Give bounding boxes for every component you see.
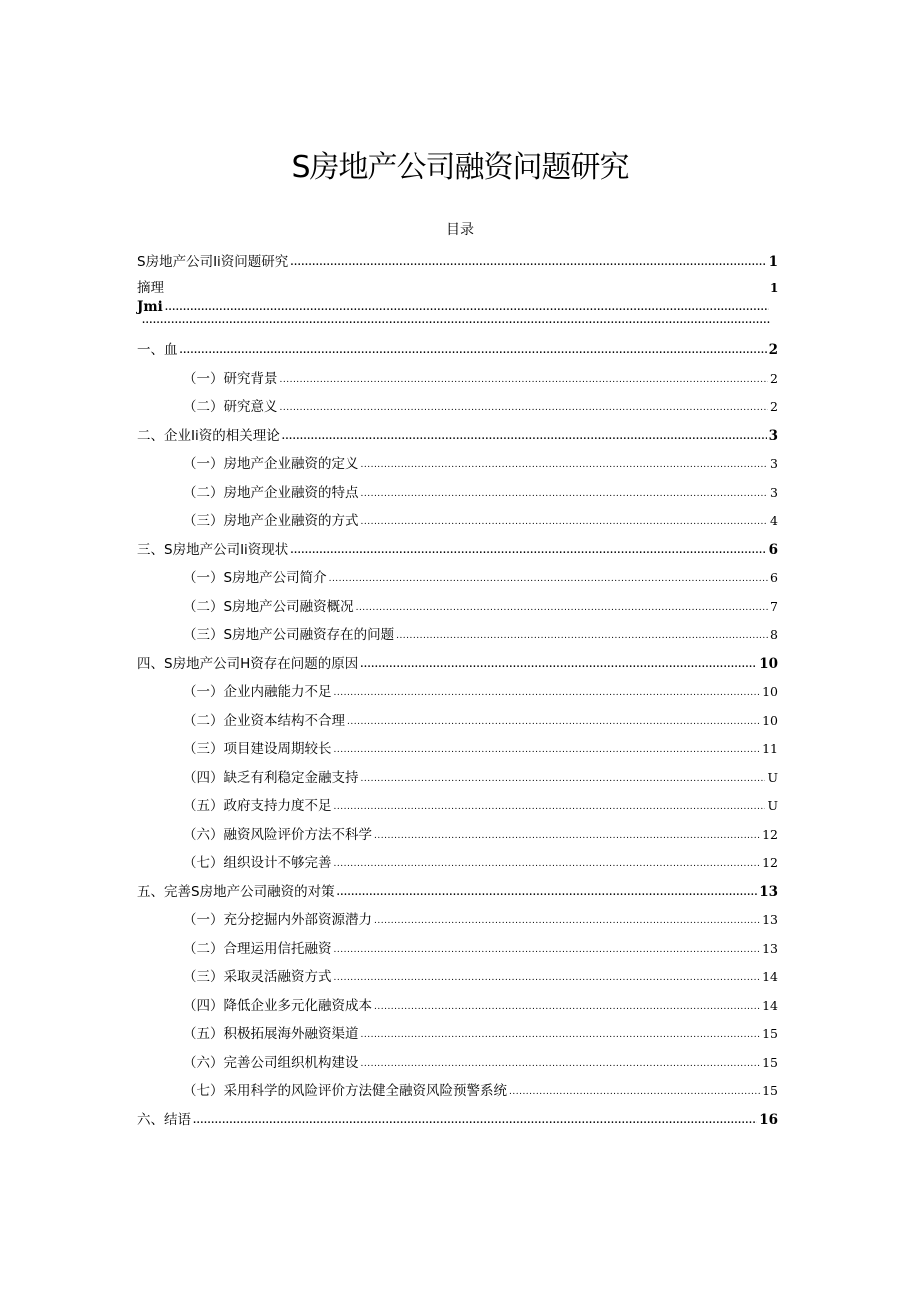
toc-entry-label: （七）组织设计不够完善 bbox=[183, 855, 332, 871]
toc-leader-dots bbox=[356, 599, 768, 617]
toc-chapter-entry[interactable] bbox=[137, 883, 778, 903]
toc-entry-page: 15 bbox=[762, 1083, 778, 1098]
toc-leader-dots bbox=[290, 542, 766, 560]
toc-entry-page: 15 bbox=[762, 1026, 778, 1041]
toc-entry-label: （二）合理运用信托融资 bbox=[183, 941, 332, 957]
toc-entry-page: 10 bbox=[762, 684, 778, 699]
toc-section-entry[interactable] bbox=[183, 997, 778, 1017]
toc-entry-label: （三）项目建设周期较长 bbox=[183, 741, 332, 757]
toc-entry-abstract-label[interactable]: 摘理 bbox=[137, 280, 164, 296]
toc-entry-abstract-page: 1 bbox=[770, 281, 779, 295]
toc-entry-label: 四、S房地产公司H资存在问题的原因 bbox=[137, 656, 359, 672]
toc-section-entry[interactable] bbox=[183, 854, 778, 874]
toc-entry-page: 13 bbox=[759, 884, 778, 900]
toc-entry-page: 3 bbox=[770, 456, 778, 471]
toc-section-entry[interactable] bbox=[183, 968, 778, 988]
toc-entry-label: （七）采用科学的风险评价方法健全融资风险预警系统 bbox=[183, 1083, 507, 1099]
toc-entry-page: 16 bbox=[759, 1112, 778, 1128]
toc-entry-page: 6 bbox=[770, 570, 778, 585]
toc-entry-label: （三）S房地产公司融资存在的问题 bbox=[183, 627, 395, 643]
toc-entry-label: （三）采取灵活融资方式 bbox=[183, 969, 332, 985]
toc-entry-page: 1 bbox=[768, 254, 778, 270]
toc-section-entry[interactable] bbox=[183, 598, 778, 618]
toc-entry-label: （二）S房地产公司融资概况 bbox=[183, 599, 354, 615]
toc-section-entry[interactable] bbox=[183, 712, 778, 732]
toc-leader-dots bbox=[290, 254, 766, 272]
toc-entry-label: （二）研究意义 bbox=[183, 399, 278, 415]
toc-chapter-entry[interactable] bbox=[137, 1111, 778, 1131]
toc-entry-label: （二）房地产企业融资的特点 bbox=[183, 485, 359, 501]
toc-leader-dots bbox=[360, 656, 757, 674]
toc-entry-label: 二、企业Ii资的相关理论 bbox=[137, 428, 280, 444]
toc-leader-dots bbox=[396, 627, 768, 645]
toc-entry-page: 13 bbox=[762, 941, 778, 956]
toc-section-entry[interactable] bbox=[183, 940, 778, 960]
toc-section-entry[interactable] bbox=[183, 370, 778, 390]
toc-leader-dots bbox=[347, 713, 760, 731]
toc-entry-page: 2 bbox=[770, 371, 778, 386]
document-title: S房地产公司融资问题研究 bbox=[291, 150, 629, 185]
toc-entry-page: U bbox=[767, 798, 778, 813]
toc-section-entry[interactable] bbox=[183, 1025, 778, 1045]
toc-heading: 目录 bbox=[446, 222, 474, 238]
toc-entry-label: （三）房地产企业融资的方式 bbox=[183, 513, 359, 529]
toc-chapter-entry[interactable] bbox=[137, 341, 778, 361]
toc-section-entry[interactable] bbox=[183, 398, 778, 418]
toc-entry-label: （一）充分挖掘内外部资源潜力 bbox=[183, 912, 372, 928]
toc-section-entry[interactable] bbox=[183, 569, 778, 589]
toc-entry-label: S房地产公司Ii资问题研究 bbox=[137, 254, 289, 270]
toc-entry-label: （四）缺乏有利稳定金融支持 bbox=[183, 770, 359, 786]
toc-leader-dots-line bbox=[142, 316, 770, 326]
toc-leader-dots bbox=[180, 342, 767, 360]
toc-entry-page: 3 bbox=[770, 485, 778, 500]
toc-entry-page: 7 bbox=[770, 599, 778, 614]
toc-chapter-entry[interactable] bbox=[137, 427, 778, 447]
toc-leader-dots bbox=[329, 570, 768, 588]
toc-leader-dots bbox=[509, 1083, 760, 1101]
toc-entry-page: 6 bbox=[768, 542, 778, 558]
toc-leader-dots bbox=[334, 969, 761, 987]
toc-section-entry[interactable] bbox=[183, 683, 778, 703]
toc-entry-label: 一、血 bbox=[137, 342, 178, 358]
toc-chapter-entry[interactable] bbox=[137, 655, 778, 675]
toc-entry-label: （一）研究背景 bbox=[183, 371, 278, 387]
toc-section-entry[interactable] bbox=[183, 826, 778, 846]
toc-leader-dots bbox=[334, 798, 766, 816]
toc-entry-label: Jmi bbox=[137, 299, 163, 315]
toc-leader-dots bbox=[361, 1026, 761, 1044]
toc-section-entry[interactable] bbox=[183, 740, 778, 760]
toc-leader-dots bbox=[361, 513, 769, 531]
toc-entry-page: 12 bbox=[762, 827, 778, 842]
toc-leader-dots bbox=[374, 827, 760, 845]
toc-leader-dots bbox=[280, 371, 769, 389]
toc-entry-label: 五、完善S房地产公司融资的对策 bbox=[137, 884, 335, 900]
toc-leader-dots bbox=[282, 428, 767, 446]
toc-leader-dots bbox=[193, 1112, 757, 1130]
toc-entry-page: 12 bbox=[762, 855, 778, 870]
toc-entry-label: （六）融资风险评价方法不科学 bbox=[183, 827, 372, 843]
toc-entry-page: 4 bbox=[770, 513, 778, 528]
toc-entry-page: 15 bbox=[762, 1055, 778, 1070]
toc-section-entry[interactable] bbox=[183, 1082, 778, 1102]
toc-entry-label: （二）企业资本结构不合理 bbox=[183, 713, 345, 729]
toc-entry-label: 三、S房地产公司Ii资现状 bbox=[137, 542, 289, 558]
toc-entry-page: 13 bbox=[762, 912, 778, 927]
toc-entry-label: 六、结语 bbox=[137, 1112, 191, 1128]
toc-entry-label: （一）S房地产公司简介 bbox=[183, 570, 327, 586]
toc-entry-page: 11 bbox=[762, 741, 778, 756]
toc-entry-label: （五）积极拓展海外融资渠道 bbox=[183, 1026, 359, 1042]
toc-section-entry[interactable] bbox=[183, 911, 778, 931]
toc-entry-page: 10 bbox=[759, 656, 778, 672]
toc-entry-label: （一）房地产企业融资的定义 bbox=[183, 456, 359, 472]
toc-entry-page: U bbox=[767, 770, 778, 785]
toc-entry-page: 2 bbox=[770, 399, 778, 414]
toc-entry-page: 3 bbox=[768, 428, 778, 444]
toc-leader-dots bbox=[337, 884, 758, 902]
toc-section-entry[interactable] bbox=[183, 769, 778, 789]
toc-entry-page: 10 bbox=[762, 713, 778, 728]
toc-section-entry[interactable] bbox=[183, 512, 778, 532]
toc-entry-label: （一）企业内融能力不足 bbox=[183, 684, 332, 700]
toc-leader-dots bbox=[374, 998, 760, 1016]
toc-entry-page: 2 bbox=[768, 342, 778, 358]
toc-leader-dots bbox=[334, 855, 761, 873]
toc-leader-dots bbox=[334, 741, 761, 759]
toc-leader-dots bbox=[280, 399, 769, 417]
toc-entry-front-title[interactable] bbox=[137, 253, 778, 273]
toc-section-entry[interactable] bbox=[183, 1054, 778, 1074]
toc-leader-dots bbox=[334, 684, 761, 702]
toc-leader-dots bbox=[334, 941, 761, 959]
toc-leader-dots bbox=[361, 485, 769, 503]
toc-entry-page: 14 bbox=[762, 998, 778, 1013]
toc-entry-page: 8 bbox=[770, 627, 778, 642]
toc-entry-label: （六）完善公司组织机构建设 bbox=[183, 1055, 359, 1071]
toc-leader-dots bbox=[361, 456, 769, 474]
toc-section-entry[interactable] bbox=[183, 455, 778, 475]
toc-leader-dots bbox=[361, 770, 766, 788]
toc-entry-label: （五）政府支持力度不足 bbox=[183, 798, 332, 814]
toc-leader-dots bbox=[361, 1055, 761, 1073]
toc-section-entry[interactable] bbox=[183, 797, 778, 817]
toc-section-entry[interactable] bbox=[183, 484, 778, 504]
toc-entry-jmi[interactable] bbox=[137, 298, 771, 318]
toc-leader-dots bbox=[165, 299, 769, 317]
toc-chapter-entry[interactable] bbox=[137, 541, 778, 561]
toc-section-entry[interactable] bbox=[183, 626, 778, 646]
toc-entry-label: （四）降低企业多元化融资成本 bbox=[183, 998, 372, 1014]
toc-leader-dots bbox=[374, 912, 760, 930]
toc-entry-page: 14 bbox=[762, 969, 778, 984]
